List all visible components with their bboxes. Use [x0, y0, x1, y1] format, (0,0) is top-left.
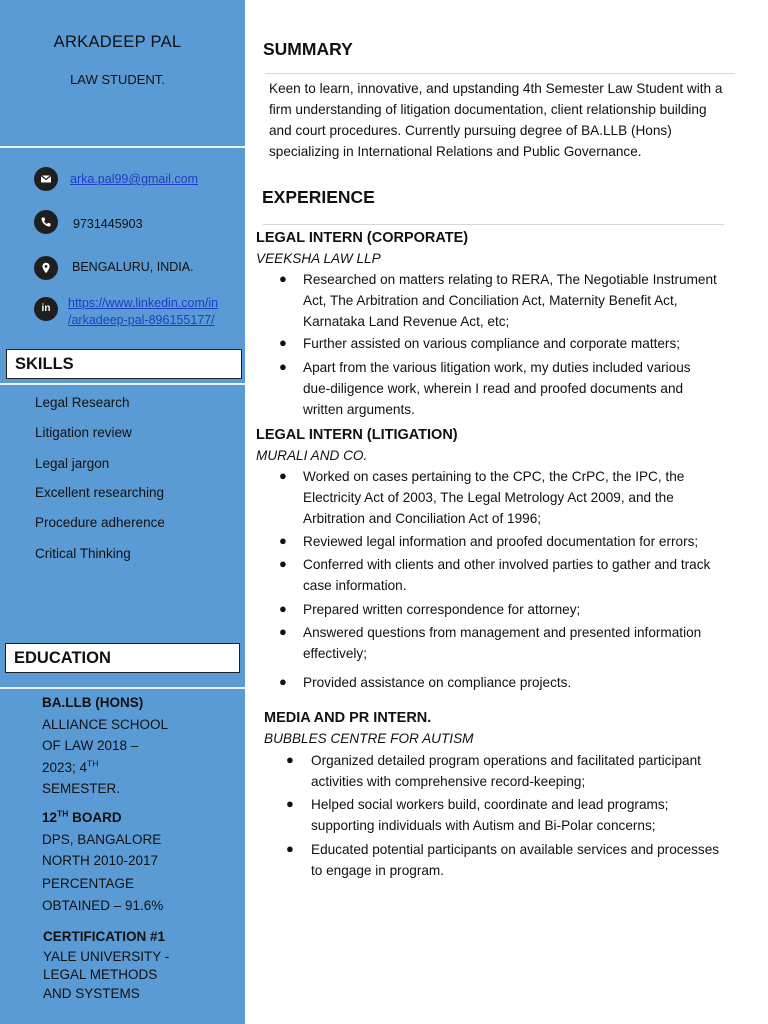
certification-entry [43, 928, 169, 1003]
job-company: MURALI AND CO. [256, 448, 368, 463]
bullet-line: Helped social workers build, coordinate and lead programs; [311, 797, 669, 812]
candidate-title: LAW STUDENT. [70, 72, 165, 87]
bullet-dot: ● [279, 359, 287, 374]
bullet-item [303, 599, 580, 620]
education-heading: EDUCATION [5, 643, 240, 673]
bullet-item [303, 333, 680, 354]
cert-line: YALE UNIVERSITY - [43, 948, 170, 964]
bullet-line: written arguments. [303, 402, 415, 417]
sidebar [0, 0, 245, 1024]
candidate-name: ARKADEEP PAL [53, 33, 182, 51]
phone-number: 9731445903 [73, 217, 143, 231]
divider [0, 146, 245, 148]
skill-item: Procedure adherence [35, 515, 165, 530]
board-name: 12TH BOARD [42, 808, 122, 825]
cert-line: AND SYSTEMS [43, 985, 140, 1001]
bullet-line: Conferred with clients and other involved parties to gather and track [303, 557, 711, 572]
bullet-dot: ● [286, 752, 294, 767]
summary-line: and court procedures. Currently pursuing degree of BA.LLB (Hons) [269, 123, 672, 138]
bullet-item [303, 466, 684, 529]
linkedin-link-line1[interactable]: https://www.linkedin.com/in [68, 296, 219, 310]
summary-line: firm understanding of litigation documentation, client relationship building [269, 102, 707, 117]
summary-line: Keen to learn, innovative, and upstanding 4th Semester Law Student with a [269, 81, 723, 96]
divider [0, 383, 245, 385]
linkedin-link-line2[interactable]: /arkadeep-pal-896155177/ [68, 313, 215, 327]
bullet-line: supporting individuals with Autism and Bi-Polar concerns; [311, 818, 656, 833]
bullet-dot: ● [279, 271, 287, 286]
bullet-line: due-diligence work, wherein I read and proofed documents and [303, 381, 684, 396]
bullet-line: Reviewed legal information and proofed documentation for errors; [303, 534, 699, 549]
location-icon [34, 256, 58, 280]
bullet-line: to engage in program. [311, 863, 445, 878]
bullet-item [311, 794, 668, 836]
edu-line: SEMESTER. [42, 781, 121, 796]
edu-line: DPS, BANGALORE [42, 831, 162, 847]
bullet-line: effectively; [303, 646, 367, 661]
bullet-line: Apart from the various litigation work, my duties included various [303, 360, 691, 375]
bullet-item [311, 839, 719, 881]
skill-item: Litigation review [35, 425, 132, 440]
edu-line: 2023; 4TH [42, 758, 99, 775]
certification-heading: CERTIFICATION #1 [43, 929, 166, 944]
bullet-line: case information. [303, 578, 407, 593]
degree-name: BA.LLB (HONS) [42, 695, 144, 710]
bullet-dot: ● [279, 533, 287, 548]
edu-line: ALLIANCE SCHOOL [42, 716, 169, 732]
job-title: LEGAL INTERN (CORPORATE) [256, 230, 469, 246]
bullet-dot: ● [279, 556, 287, 571]
bullet-line: Arbitration and Conciliation Act of 1996; [303, 511, 542, 526]
skill-item: Legal Research [35, 395, 130, 410]
bullet-line: Act, The Arbitration and Conciliation Act, Maternity Benefit Act, [303, 293, 678, 308]
job-company: BUBBLES CENTRE FOR AUTISM [264, 731, 474, 746]
bullet-line: Worked on cases pertaining to the CPC, the CrPC, the IPC, the [303, 469, 685, 484]
skill-item: Legal jargon [35, 456, 110, 471]
bullet-dot: ● [279, 674, 287, 689]
job-company: VEEKSHA LAW LLP [256, 251, 381, 266]
experience-heading: EXPERIENCE [262, 187, 375, 207]
edu-line: OBTAINED – 91.6% [42, 897, 164, 913]
bullet-item [303, 672, 571, 693]
job-title: LEGAL INTERN (LITIGATION) [256, 427, 458, 443]
bullet-item [311, 750, 701, 792]
linkedin-icon: in [34, 297, 58, 321]
edu-line: NORTH 2010-2017 [42, 853, 159, 868]
bullet-line: Provided assistance on compliance projects. [303, 675, 572, 690]
location-text: BENGALURU, INDIA. [72, 260, 194, 274]
bullet-dot: ● [279, 601, 287, 616]
bullet-dot: ● [279, 624, 287, 639]
bullet-line: Educated potential participants on available services and processes [311, 842, 720, 857]
divider [265, 73, 735, 74]
bullet-line: Prepared written correspondence for attorney; [303, 602, 581, 617]
bullet-item [303, 531, 698, 552]
edu-line: OF LAW 2018 – [42, 738, 139, 753]
email-link[interactable]: arka.pal99@gmail.com [70, 172, 199, 186]
email-icon [34, 167, 58, 191]
education-entry-degree [42, 692, 168, 800]
bullet-item [303, 554, 710, 596]
summary-line: specializing in International Relations and Public Governance. [269, 144, 642, 159]
bullet-line: activities with comprehensive record-keeping; [311, 774, 586, 789]
bullet-dot: ● [279, 468, 287, 483]
bullet-line: Electricity Act of 2003, The Legal Metrology Act 2009, and the [303, 490, 674, 505]
education-percentage [42, 873, 163, 916]
bullet-line: Organized detailed program operations and facilitated participant [311, 753, 701, 768]
bullet-line: Karnataka Land Revenue Act, etc; [303, 314, 510, 329]
divider [0, 687, 245, 689]
skills-heading: SKILLS [6, 349, 242, 379]
bullet-line: Researched on matters relating to RERA, The Negotiable Instrument [303, 272, 717, 287]
edu-line: PERCENTAGE [42, 876, 135, 891]
bullet-dot: ● [286, 796, 294, 811]
summary-heading: SUMMARY [263, 39, 353, 59]
bullet-item [303, 622, 701, 664]
bullet-line: Answered questions from management and presented information [303, 625, 702, 640]
education-entry-school [42, 807, 161, 872]
summary-text [269, 78, 747, 162]
bullet-item [303, 357, 691, 420]
bullet-line: Further assisted on various compliance and corporate matters; [303, 336, 681, 351]
divider [263, 224, 724, 225]
bullet-dot: ● [286, 841, 294, 856]
job-title: MEDIA AND PR INTERN. [264, 710, 432, 726]
cert-line: LEGAL METHODS [43, 967, 158, 982]
skill-item: Excellent researching [35, 485, 165, 500]
bullet-dot: ● [279, 335, 287, 350]
phone-icon [34, 210, 58, 234]
skill-item: Critical Thinking [35, 546, 131, 561]
bullet-item [303, 269, 717, 332]
